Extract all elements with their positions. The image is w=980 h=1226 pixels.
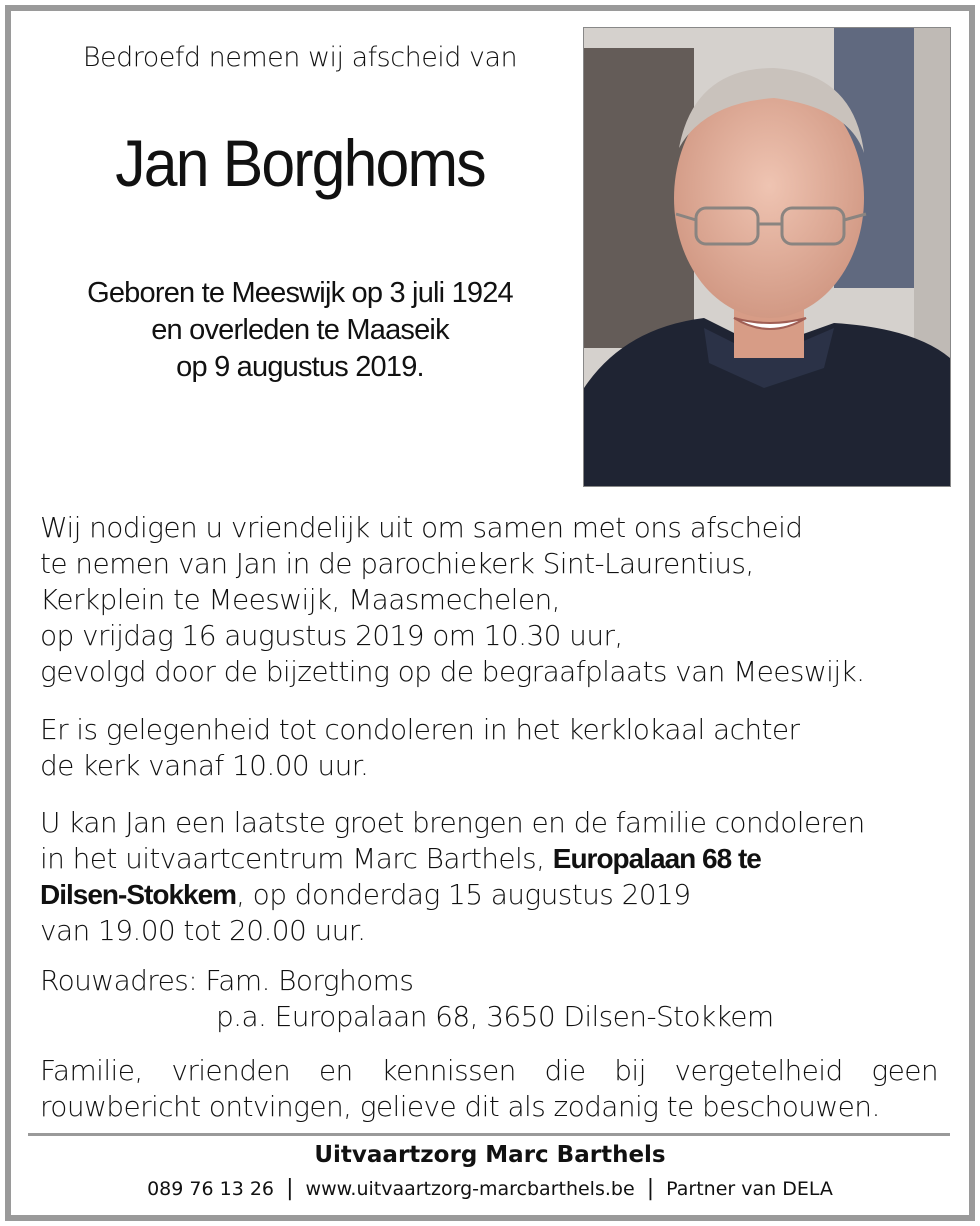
farewell-line-3: [40, 877, 938, 913]
farewell-text: in het uitvaartcentrum Marc Barthels,: [40, 842, 553, 875]
invitation-line: gevolgd door de bijzetting op de begraafplaats van Meeswijk.: [40, 655, 865, 688]
deceased-name: Jan Borghoms: [115, 126, 485, 200]
invitation-line: te nemen van Jan in de parochiekerk Sint-Laurentius,: [40, 547, 754, 580]
condolence-line: Er is gelegenheid tot condoleren in het kerklokaal achter: [40, 713, 800, 746]
birth-death-info: [30, 275, 570, 386]
footer-separator: |: [286, 1176, 294, 1201]
mourning-address: [40, 963, 938, 1035]
farewell-paragraph: [40, 805, 938, 949]
invitation-paragraph: [40, 510, 938, 690]
birth-line-1: Geboren te Meeswijk op 3 juli 1924: [87, 277, 513, 309]
closing-line-1: Familie, vrienden en kennissen die bij vergetelheid geen: [40, 1054, 938, 1087]
birth-line-3: op 9 augustus 2019.: [176, 351, 424, 383]
condolence-paragraph: [40, 712, 938, 784]
invitation-line: Kerkplein te Meeswijk, Maasmechelen,: [40, 583, 560, 616]
partner-text: Partner van DELA: [666, 1178, 833, 1200]
address-line-2: p.a. Europalaan 68, 3650 Dilsen-Stokkem: [216, 1000, 774, 1033]
farewell-date: , op donderdag 15 augustus 2019: [236, 878, 691, 911]
portrait-illustration: [584, 28, 950, 486]
address-line-1: Rouwadres: Fam. Borghoms: [40, 964, 414, 997]
phone-number: 089 76 13 26: [147, 1178, 275, 1200]
invitation-line: op vrijdag 16 augustus 2019 om 10.30 uur,: [40, 619, 623, 652]
website-link[interactable]: www.uitvaartzorg-marcbarthels.be: [305, 1178, 635, 1200]
footer-contact: [0, 1176, 980, 1201]
funeral-company-name: Uitvaartzorg Marc Barthels: [314, 1142, 666, 1168]
farewell-line-4: van 19.00 tot 20.00 uur.: [40, 914, 366, 947]
footer-separator: |: [646, 1176, 655, 1201]
closing-line-2: rouwbericht ontvingen, gelieve dit als zodanig te beschouwen.: [40, 1090, 880, 1123]
funeral-center-city: Dilsen-Stokkem: [40, 879, 237, 910]
footer-divider: [28, 1133, 950, 1136]
funeral-center-address: Europalaan 68 te: [552, 843, 761, 874]
farewell-line-2: [40, 841, 938, 877]
intro-text: Bedroefd nemen wij afscheid van: [82, 42, 518, 73]
invitation-line: Wij nodigen u vriendelijk uit om samen met ons afscheid: [40, 511, 803, 544]
closing-paragraph: [40, 1053, 938, 1125]
condolence-line: de kerk vanaf 10.00 uur.: [40, 749, 369, 782]
farewell-line-1: U kan Jan een laatste groet brengen en de familie condoleren: [40, 806, 865, 839]
portrait-photo: [583, 27, 951, 487]
birth-line-2: en overleden te Maaseik: [151, 314, 449, 346]
